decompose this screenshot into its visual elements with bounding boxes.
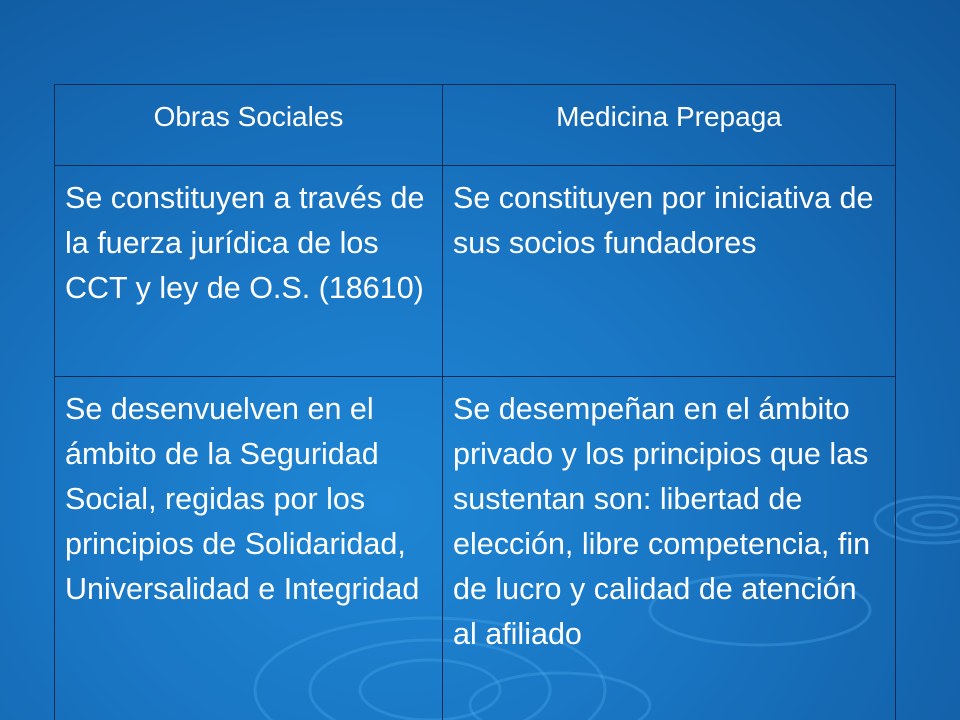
- table-row: [55, 166, 896, 377]
- header-medicina-prepaga-label: Medicina Prepaga: [556, 101, 782, 132]
- table-cell: Se constituyen por iniciativa de sus socios fundadores: [443, 166, 896, 377]
- comparison-table: [54, 84, 896, 720]
- header-obras-sociales: [55, 85, 443, 166]
- header-obras-sociales-label: Obras Sociales: [153, 101, 344, 132]
- header-medicina-prepaga: [443, 85, 896, 166]
- header-row: [55, 85, 896, 166]
- table-cell: Se constituyen a través de la fuerza jurídica de los CCT y ley de O.S. (18610): [55, 166, 443, 377]
- table-cell: Se desenvuelven en el ámbito de la Seguridad Social, regidas por los principios de Solidaridad, Universalidad e Integridad: [55, 377, 443, 720]
- table-row: [55, 377, 896, 720]
- table-cell: Se desempeñan en el ámbito privado y los principios que las sustentan son: libertad de elección, libre competencia, fin de lucro y calidad de atención al afiliado: [443, 377, 896, 720]
